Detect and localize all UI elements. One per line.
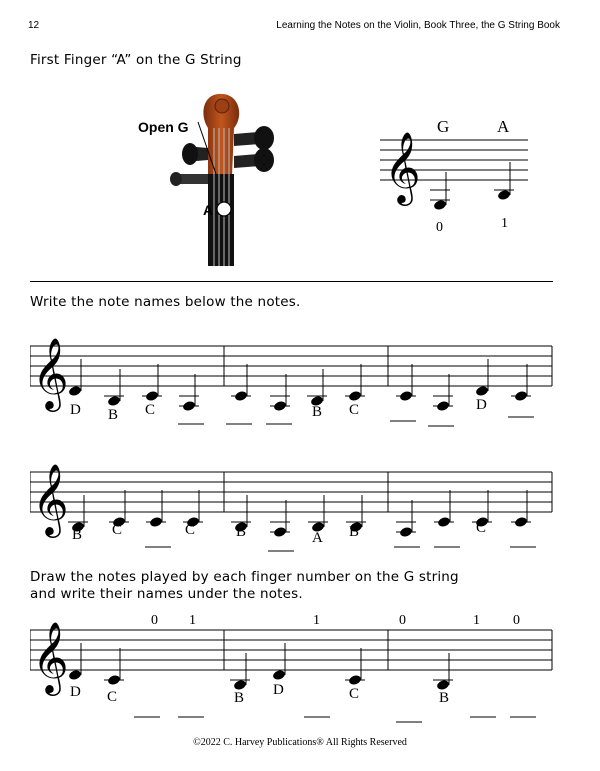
note-head xyxy=(399,390,413,402)
note-name: B xyxy=(234,690,245,706)
page-number: 12 xyxy=(28,20,40,31)
label-open-g: Open G xyxy=(138,119,189,135)
treble-clef-icon: 𝄞 xyxy=(32,462,69,535)
staff-row-3 xyxy=(30,606,560,730)
note-head xyxy=(348,390,362,402)
note-head xyxy=(436,400,450,412)
note-g xyxy=(433,199,447,211)
note-name: C xyxy=(185,522,196,538)
violin-scroll-photo xyxy=(130,88,280,266)
label-a-staff: A xyxy=(497,117,510,136)
note-head xyxy=(399,526,413,538)
note-name: C xyxy=(107,689,118,705)
finger-number: 1 xyxy=(189,613,196,628)
label-a: A xyxy=(203,202,214,218)
note-head xyxy=(272,669,286,681)
treble-clef-icon: 𝄞 xyxy=(384,130,421,203)
note-head xyxy=(149,516,163,528)
staff-lines xyxy=(30,630,552,670)
note-name: B xyxy=(108,407,119,423)
section-title-write-names: Write the note names below the notes. xyxy=(30,294,301,310)
treble-clef-icon: 𝄞 xyxy=(32,620,69,693)
note-name: A xyxy=(312,530,323,546)
note-head xyxy=(145,390,159,402)
note-head xyxy=(514,390,528,402)
note-head xyxy=(348,674,362,686)
staff-row-2 xyxy=(30,450,560,566)
divider xyxy=(30,281,553,282)
finger-number: 1 xyxy=(473,613,480,628)
note-name: C xyxy=(145,402,156,418)
note-head xyxy=(107,674,121,686)
note-name: D xyxy=(70,684,81,700)
staff-lines xyxy=(30,472,552,512)
note-head xyxy=(475,385,489,397)
note-name: B xyxy=(72,527,83,543)
note-head xyxy=(437,516,451,528)
note-name: C xyxy=(349,402,360,418)
section-title-first-finger: First Finger “A” on the G String xyxy=(30,52,242,68)
note-head xyxy=(273,400,287,412)
finger-number: 0 xyxy=(399,613,406,628)
note-head xyxy=(68,669,82,681)
copyright-footer: ©2022 C. Harvey Publications® All Rights Reserved xyxy=(193,737,407,748)
note-head xyxy=(182,400,196,412)
note-head xyxy=(234,390,248,402)
note-head xyxy=(107,395,121,407)
finger-number: 0 xyxy=(436,220,443,235)
finger-a-marker xyxy=(217,202,231,216)
note-name: C xyxy=(476,520,487,536)
fingerboard xyxy=(208,174,234,266)
note-head xyxy=(68,385,82,397)
note-name: B xyxy=(439,690,450,706)
note-head xyxy=(514,516,528,528)
note-name: D xyxy=(70,402,81,418)
treble-clef-icon: 𝄞 xyxy=(32,336,69,409)
running-title: Learning the Notes on the Violin, Book Three, the G String Book xyxy=(276,20,560,31)
staff-lines xyxy=(30,346,552,386)
example-staff xyxy=(380,108,540,238)
finger-number: 1 xyxy=(313,613,320,628)
note-name: B xyxy=(312,404,323,420)
note-a xyxy=(497,189,511,201)
note-name: B xyxy=(349,524,360,540)
finger-number: 0 xyxy=(513,613,520,628)
section-title-draw-line2: and write their names under the notes. xyxy=(30,586,303,602)
note-name: C xyxy=(112,522,123,538)
finger-number: 0 xyxy=(151,613,158,628)
note-name: D xyxy=(476,397,487,413)
note-name: D xyxy=(273,682,284,698)
finger-number: 1 xyxy=(501,216,508,231)
note-name: B xyxy=(236,524,247,540)
note-name: C xyxy=(349,686,360,702)
note-head xyxy=(273,526,287,538)
section-title-draw-line1: Draw the notes played by each finger number on the G string xyxy=(30,569,459,585)
staff-row-1 xyxy=(30,320,560,436)
label-g: G xyxy=(437,117,450,136)
